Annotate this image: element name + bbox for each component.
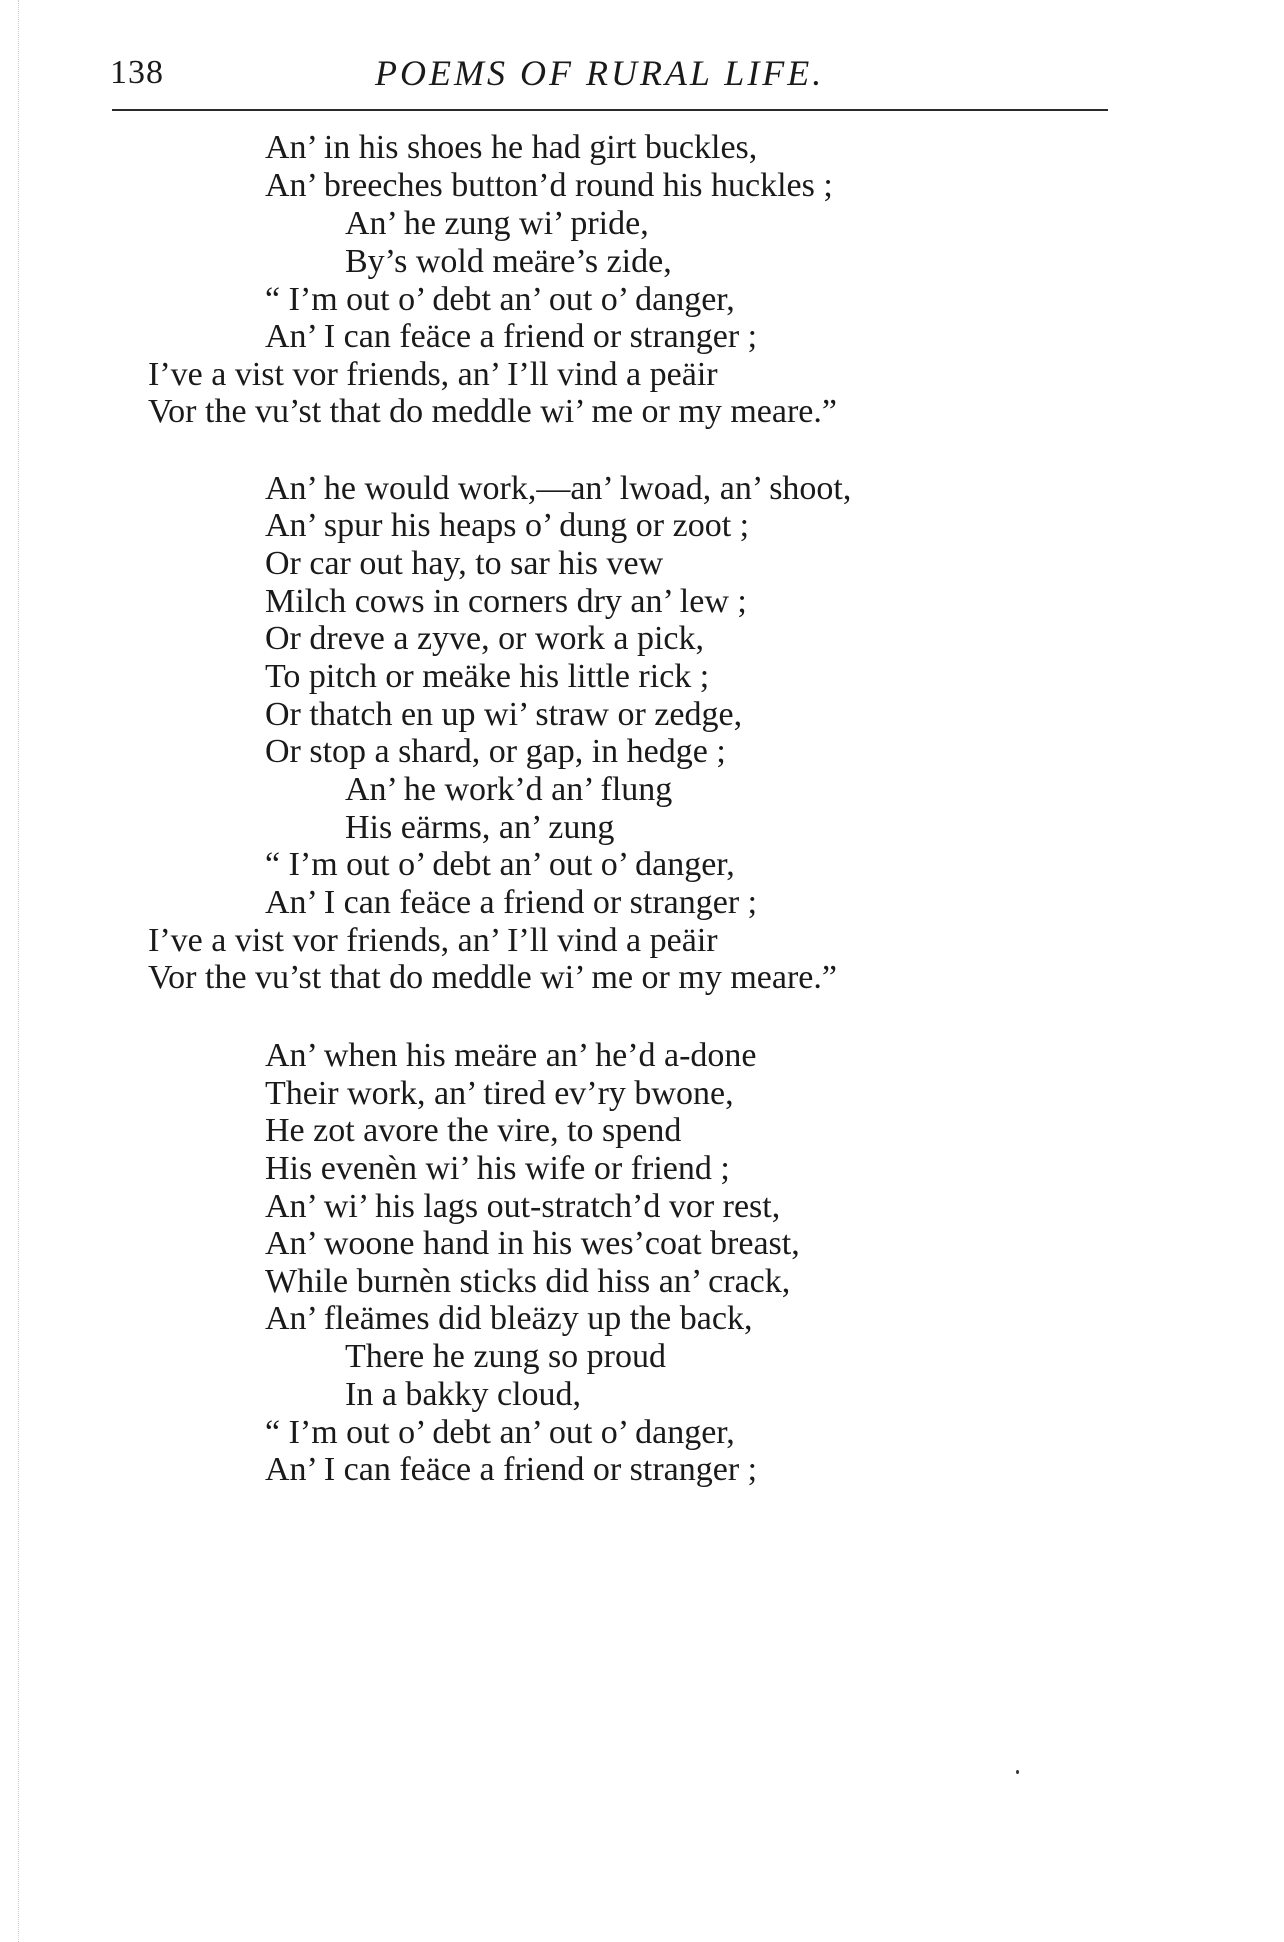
- poem-line: There he zung so proud: [345, 1338, 667, 1375]
- poem-line: An’ woone hand in his wes’coat breast,: [265, 1225, 800, 1262]
- poem-line: “ I’m out o’ debt an’ out o’ danger,: [265, 846, 735, 883]
- poem-line: Or dreve a zyve, or work a pick,: [265, 620, 704, 657]
- poem-line: An’ I can feäce a friend or stranger ;: [265, 1451, 758, 1488]
- poem-line: Their work, an’ tired ev’ry bwone,: [265, 1075, 734, 1112]
- poem-line: Or stop a shard, or gap, in hedge ;: [265, 733, 726, 770]
- poem-line: While burnèn sticks did hiss an’ crack,: [265, 1263, 791, 1300]
- poem-line: An’ I can feäce a friend or stranger ;: [265, 884, 758, 921]
- poem-line: An’ breeches button’d round his huckles ;: [265, 167, 833, 204]
- poem-line: “ I’m out o’ debt an’ out o’ danger,: [265, 1414, 735, 1451]
- poem-line: An’ he would work,—an’ lwoad, an’ shoot,: [265, 470, 852, 507]
- poem-line: An’ I can feäce a friend or stranger ;: [265, 318, 758, 355]
- poem-line: An’ wi’ his lags out-stratch’d vor rest,: [265, 1188, 781, 1225]
- poem-line: He zot avore the vire, to spend: [265, 1112, 682, 1149]
- page-edge-mark: [18, 0, 20, 1942]
- poem-line: Or thatch en up wi’ straw or zedge,: [265, 696, 743, 733]
- poem-line: His evenèn wi’ his wife or friend ;: [265, 1150, 730, 1187]
- poem-line: Milch cows in corners dry an’ lew ;: [265, 583, 747, 620]
- poem-line: An’ in his shoes he had girt buckles,: [265, 129, 758, 166]
- poem-line: His eärms, an’ zung: [345, 809, 615, 846]
- poem-line: I’ve a vist vor friends, an’ I’ll vind a peäir: [148, 922, 718, 959]
- poem-line: An’ spur his heaps o’ dung or zoot ;: [265, 507, 750, 544]
- page-number: 138: [110, 54, 164, 91]
- poem-line: Vor the vu’st that do meddle wi’ me or my meare.”: [148, 393, 837, 430]
- poem-line: By’s wold meäre’s zide,: [345, 243, 672, 280]
- page-header: [110, 50, 1110, 100]
- poem-line: In a bakky cloud,: [345, 1376, 582, 1413]
- print-speck: [1016, 1770, 1019, 1774]
- poem-line: “ I’m out o’ debt an’ out o’ danger,: [265, 281, 735, 318]
- poem-line: I’ve a vist vor friends, an’ I’ll vind a peäir: [148, 356, 718, 393]
- poem-line: Vor the vu’st that do meddle wi’ me or my meare.”: [148, 959, 837, 996]
- poem-line: An’ fleämes did bleäzy up the back,: [265, 1300, 753, 1337]
- poem-line: To pitch or meäke his little rick ;: [265, 658, 710, 695]
- poem-line: An’ he zung wi’ pride,: [345, 205, 649, 242]
- poem-line: Or car out hay, to sar his vew: [265, 545, 664, 582]
- poem-line: An’ when his meäre an’ he’d a-done: [265, 1037, 757, 1074]
- poem-line: An’ he work’d an’ flung: [345, 771, 673, 808]
- running-title: POEMS OF RURAL LIFE.: [375, 53, 825, 93]
- header-rule: [112, 109, 1108, 111]
